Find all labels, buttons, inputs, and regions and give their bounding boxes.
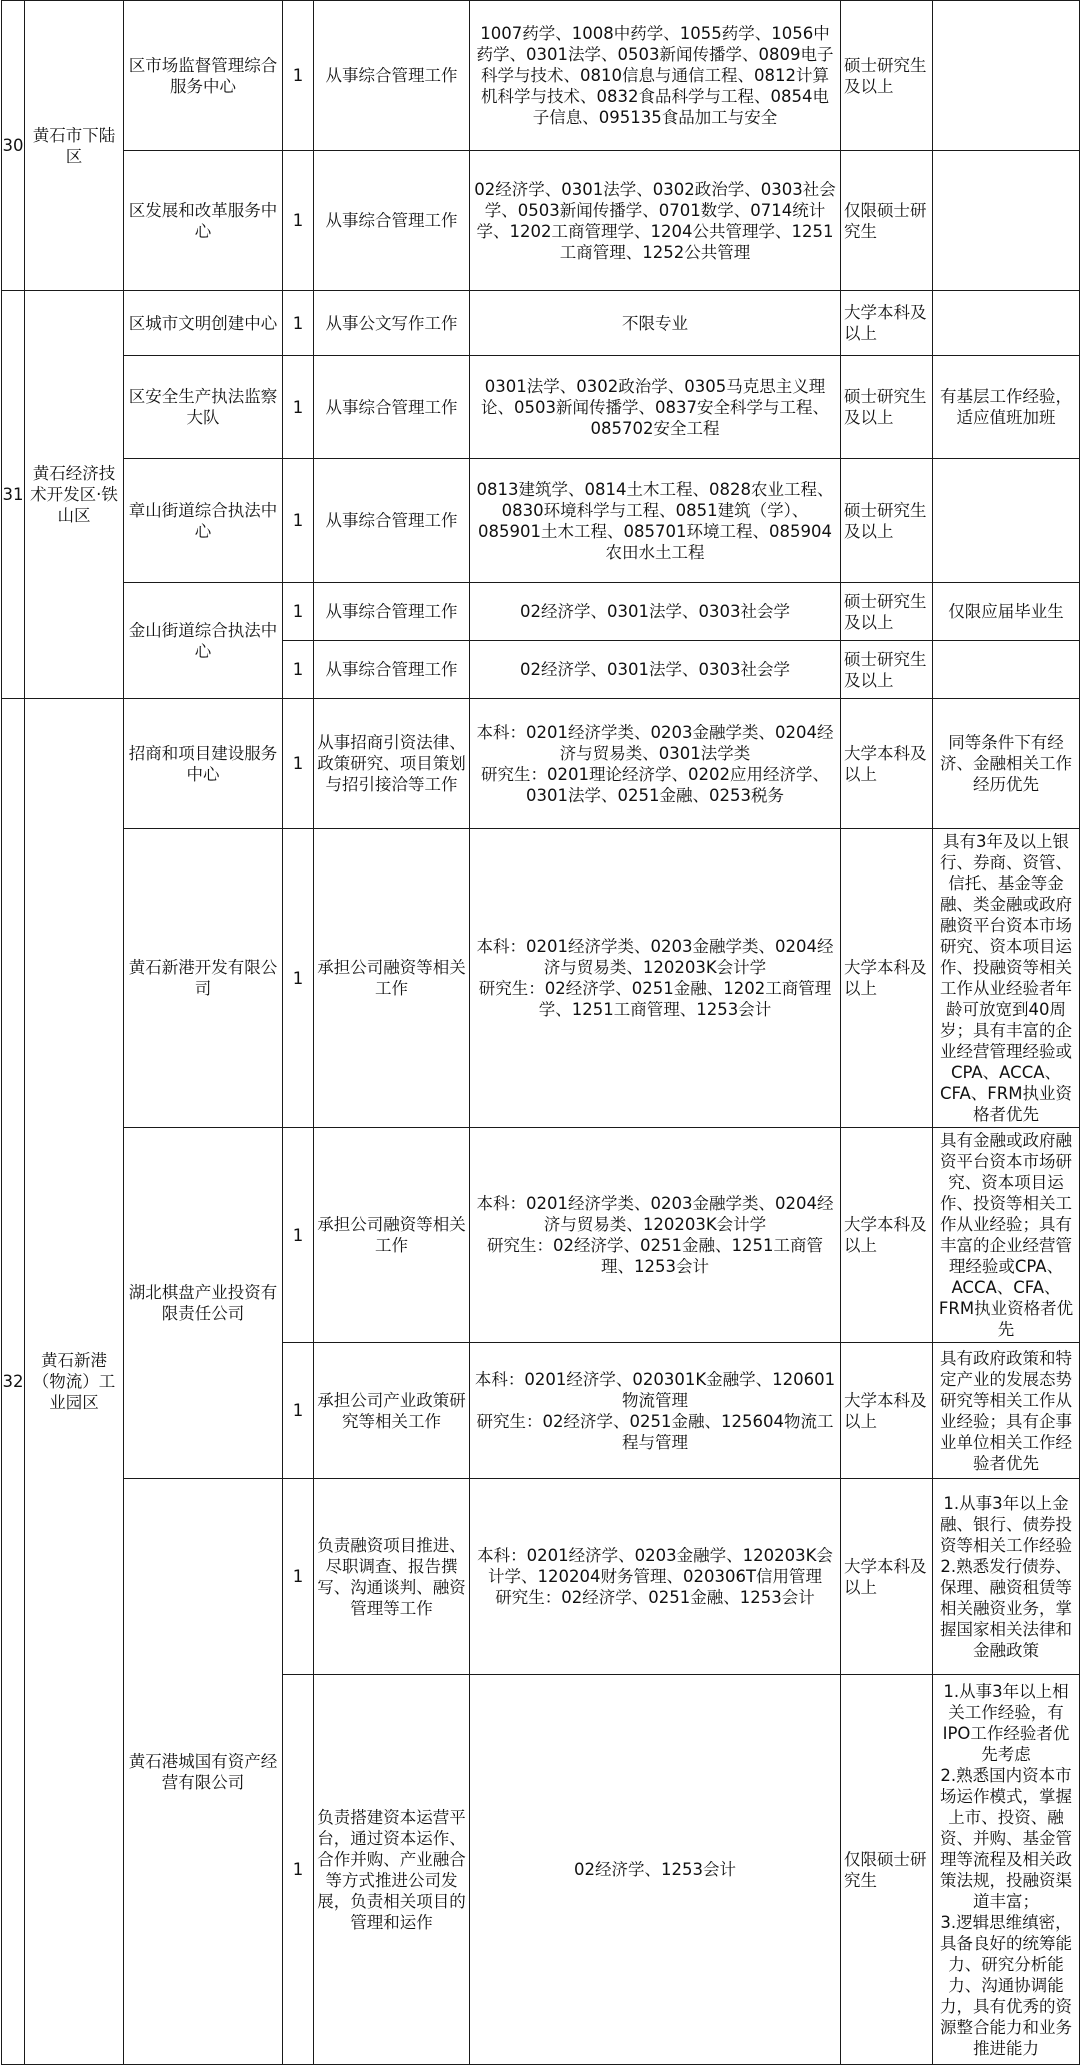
table-row (2, 1, 1080, 151)
unit-name: 黄石港城国有资产经营有限公司 (124, 1479, 283, 2065)
district-name: 黄石市下陆区 (25, 1, 124, 291)
position-count: 1 (283, 356, 314, 459)
major-requirement: 02经济学、0301法学、0302政治学、0303社会学、0503新闻传播学、0701数学、0714统计学、1202工商管理学、1204公共管理学、1251工商管理、1252公共管理 (470, 151, 841, 291)
education-requirement: 硕士研究生及以上 (841, 641, 933, 699)
position-count: 1 (283, 583, 314, 641)
unit-name: 区城市文明创建中心 (124, 291, 283, 356)
other-requirement: 同等条件下有经济、金融相关工作经历优先 (933, 699, 1080, 829)
job-description: 从事招商引资法律、政策研究、项目策划与招引接洽等工作 (314, 699, 470, 829)
education-requirement: 硕士研究生及以上 (841, 1, 933, 151)
unit-name: 金山街道综合执法中心 (124, 583, 283, 699)
recruitment-table (1, 0, 1080, 2065)
education-requirement: 仅限硕士研究生 (841, 151, 933, 291)
table-row (2, 459, 1080, 583)
education-requirement: 大学本科及以上 (841, 699, 933, 829)
education-requirement: 硕士研究生及以上 (841, 356, 933, 459)
major-requirement: 本科：0201经济学类、0203金融学类、0204经济与贸易类、120203K会计学 研究生：02经济学、0251金融、1202工商管理学、1251工商管理、1253会计 (470, 829, 841, 1128)
group-number: 30 (2, 1, 25, 291)
job-description: 从事公文写作工作 (314, 291, 470, 356)
major-requirement: 0813建筑学、0814土木工程、0828农业工程、0830环境科学与工程、0851建筑（学）、085901土木工程、085701环境工程、085904农田水土工程 (470, 459, 841, 583)
position-count: 1 (283, 699, 314, 829)
table-row (2, 1128, 1080, 1343)
education-requirement: 大学本科及以上 (841, 829, 933, 1128)
position-count: 1 (283, 641, 314, 699)
table-row (2, 583, 1080, 641)
unit-name: 招商和项目建设服务中心 (124, 699, 283, 829)
other-requirement (933, 1, 1080, 151)
education-requirement: 大学本科及以上 (841, 291, 933, 356)
job-description: 从事综合管理工作 (314, 459, 470, 583)
job-description: 负责搭建资本运营平台，通过资本运作、合作并购、产业融合等方式推进公司发展，负责相关项目的管理和运作 (314, 1675, 470, 2065)
position-count: 1 (283, 1128, 314, 1343)
job-description: 承担公司融资等相关工作 (314, 829, 470, 1128)
education-requirement: 大学本科及以上 (841, 1343, 933, 1479)
education-requirement: 大学本科及以上 (841, 1128, 933, 1343)
table-row (2, 829, 1080, 1128)
major-requirement: 0301法学、0302政治学、0305马克思主义理论、0503新闻传播学、0837安全科学与工程、085702安全工程 (470, 356, 841, 459)
job-description: 从事综合管理工作 (314, 1, 470, 151)
major-requirement: 本科：0201经济学类、0203金融学类、0204经济与贸易类、0301法学类 研究生：0201理论经济学、0202应用经济学、0301法学、0251金融、0253税务 (470, 699, 841, 829)
job-description: 从事综合管理工作 (314, 151, 470, 291)
group-number: 32 (2, 699, 25, 2065)
table-row (2, 291, 1080, 356)
other-requirement (933, 291, 1080, 356)
job-description: 从事综合管理工作 (314, 583, 470, 641)
major-requirement: 本科：0201经济学、0203金融学、120203K会计学、120204财务管理、020306T信用管理 研究生：02经济学、0251金融、1253会计 (470, 1479, 841, 1675)
other-requirement: 仅限应届毕业生 (933, 583, 1080, 641)
unit-name: 湖北棋盘产业投资有限责任公司 (124, 1128, 283, 1479)
position-count: 1 (283, 1, 314, 151)
table-row (2, 699, 1080, 829)
table-row (2, 151, 1080, 291)
other-requirement: 具有金融或政府融资平台资本市场研究、资本项目运作、投资等相关工作从业经验；具有丰富的企业经营管理经验或CPA、ACCA、CFA、FRM执业资格者优先 (933, 1128, 1080, 1343)
table-row (2, 1479, 1080, 1675)
other-requirement (933, 641, 1080, 699)
position-count: 1 (283, 291, 314, 356)
position-count: 1 (283, 829, 314, 1128)
major-requirement: 02经济学、0301法学、0303社会学 (470, 583, 841, 641)
education-requirement: 硕士研究生及以上 (841, 583, 933, 641)
position-count: 1 (283, 1675, 314, 2065)
other-requirement: 具有政府政策和特定产业的发展态势研究等相关工作从业经验；具有企事业单位相关工作经验者优先 (933, 1343, 1080, 1479)
job-description: 负责融资项目推进、尽职调查、报告撰写、沟通谈判、融资管理等工作 (314, 1479, 470, 1675)
unit-name: 区发展和改革服务中心 (124, 151, 283, 291)
unit-name: 区安全生产执法监察大队 (124, 356, 283, 459)
major-requirement: 本科：0201经济学、020301K金融学、120601物流管理 研究生：02经济学、0251金融、125604物流工程与管理 (470, 1343, 841, 1479)
job-description: 从事综合管理工作 (314, 356, 470, 459)
other-requirement: 有基层工作经验，适应值班加班 (933, 356, 1080, 459)
major-requirement: 1007药学、1008中药学、1055药学、1056中药学、0301法学、0503新闻传播学、0809电子科学与技术、0810信息与通信工程、0812计算机科学与技术、0832食品科学与工程、0854电子信息、095135食品加工与安全 (470, 1, 841, 151)
other-requirement: 具有3年及以上银行、券商、资管、信托、基金等金融、类金融或政府融资平台资本市场研究、资本项目运作、投融资等相关工作从业经验者年龄可放宽到40周岁；具有丰富的企业经营管理经验或CPA、ACCA、CFA、FRM执业资格者优先 (933, 829, 1080, 1128)
group-number: 31 (2, 291, 25, 699)
education-requirement: 仅限硕士研究生 (841, 1675, 933, 2065)
major-requirement: 02经济学、1253会计 (470, 1675, 841, 2065)
position-count: 1 (283, 1343, 314, 1479)
job-description: 承担公司产业政策研究等相关工作 (314, 1343, 470, 1479)
other-requirement (933, 459, 1080, 583)
other-requirement: 1.从事3年以上相关工作经验，有IPO工作经验者优先考虑 2.熟悉国内资本市场运作模式，掌握上市、投资、融资、并购、基金管理等流程及相关政策法规，投融资渠道丰富； 3.逻辑思维缜密，具备良好的统筹能力、研究分析能力、沟通协调能力，具有优秀的资源整合能力和业务推进能力 (933, 1675, 1080, 2065)
unit-name: 区市场监督管理综合服务中心 (124, 1, 283, 151)
major-requirement: 本科：0201经济学类、0203金融学类、0204经济与贸易类、120203K会计学 研究生：02经济学、0251金融、1251工商管理、1253会计 (470, 1128, 841, 1343)
job-description: 承担公司融资等相关工作 (314, 1128, 470, 1343)
district-name: 黄石新港（物流）工业园区 (25, 699, 124, 2065)
position-count: 1 (283, 459, 314, 583)
district-name: 黄石经济技术开发区·铁山区 (25, 291, 124, 699)
job-description: 从事综合管理工作 (314, 641, 470, 699)
unit-name: 黄石新港开发有限公司 (124, 829, 283, 1128)
position-count: 1 (283, 1479, 314, 1675)
education-requirement: 大学本科及以上 (841, 1479, 933, 1675)
education-requirement: 硕士研究生及以上 (841, 459, 933, 583)
major-requirement: 不限专业 (470, 291, 841, 356)
position-count: 1 (283, 151, 314, 291)
other-requirement (933, 151, 1080, 291)
other-requirement: 1.从事3年以上金融、银行、债券投资等相关工作经验 2.熟悉发行债券、保理、融资租赁等相关融资业务，掌握国家相关法律和金融政策 (933, 1479, 1080, 1675)
table-row (2, 356, 1080, 459)
major-requirement: 02经济学、0301法学、0303社会学 (470, 641, 841, 699)
unit-name: 章山街道综合执法中心 (124, 459, 283, 583)
